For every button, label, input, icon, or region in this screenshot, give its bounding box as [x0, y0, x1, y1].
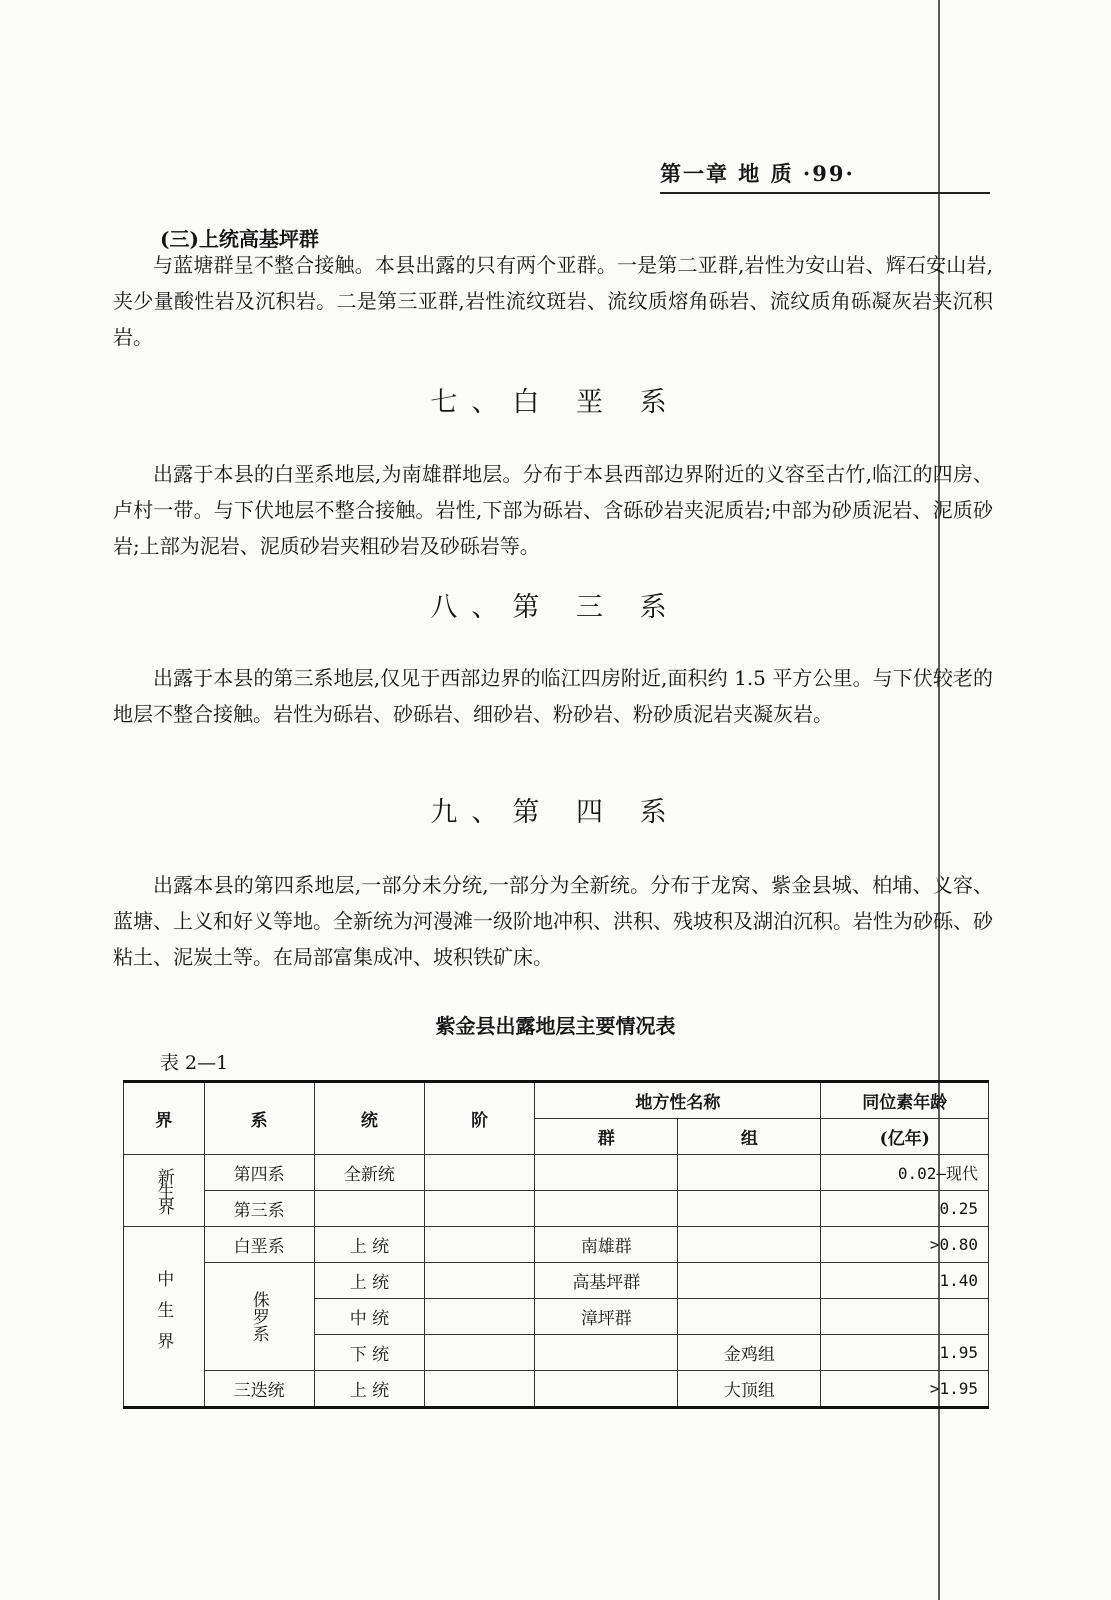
cell-tong: 上 统	[314, 1263, 424, 1299]
cell-zu	[678, 1299, 821, 1335]
table-title: 紫金县出露地层主要情况表	[435, 1014, 676, 1038]
cell-xi: 第四系	[204, 1155, 314, 1191]
cell-age: 1.95	[821, 1335, 989, 1371]
header-age-unit: (亿年)	[821, 1119, 989, 1155]
section-title-cretaceous: 七、白 垩 系	[430, 387, 681, 418]
cell-xi-jurassic: 侏罗系	[204, 1263, 314, 1371]
cell-stage	[425, 1371, 535, 1408]
era-cenozoic: 新生界	[124, 1155, 205, 1227]
header-tong: 统	[314, 1082, 424, 1155]
cell-zu	[678, 1191, 821, 1227]
cell-tong	[314, 1191, 424, 1227]
cell-age: 0.02—现代	[821, 1155, 989, 1191]
cell-stage	[425, 1299, 535, 1335]
cell-stage	[425, 1263, 535, 1299]
header-qun: 群	[535, 1119, 678, 1155]
cell-stage	[425, 1191, 535, 1227]
cell-qun: 漳坪群	[535, 1299, 678, 1335]
cell-zu	[678, 1155, 821, 1191]
cell-age: >0.80	[821, 1227, 989, 1263]
cell-qun	[535, 1335, 678, 1371]
table-row	[124, 1191, 989, 1227]
header-stage: 阶	[425, 1082, 535, 1155]
paragraph-quaternary: 出露本县的第四系地层,一部分未分统,一部分为全新统。分布于龙窝、紫金县城、柏埔、义容、蓝塘、上义和好义等地。全新统为河漫滩一级阶地冲积、洪积、残坡积及湖泊沉积。岩性为砂砾、砂粘土、泥炭土等。在局部富集成冲、坡积铁矿床。	[113, 873, 993, 969]
section-title-quaternary: 九、第 四 系	[430, 797, 681, 828]
cell-tong: 全新统	[314, 1155, 424, 1191]
cell-qun	[535, 1155, 678, 1191]
cell-qun	[535, 1371, 678, 1408]
cell-qun: 高基坪群	[535, 1263, 678, 1299]
cell-tong: 下 统	[314, 1335, 424, 1371]
paragraph-cretaceous: 出露于本县的白垩系地层,为南雄群地层。分布于本县西部边界附近的义容至古竹,临江的四房、卢村一带。与下伏地层不整合接触。岩性,下部为砾岩、含砾砂岩夹泥质岩;中部为砂质泥岩、泥质砂岩;上部为泥岩、泥质砂岩夹粗砂岩及砂砾岩等。	[113, 462, 993, 558]
cell-zu	[678, 1263, 821, 1299]
table-row	[124, 1371, 989, 1408]
cell-zu: 金鸡组	[678, 1335, 821, 1371]
cell-zu	[678, 1227, 821, 1263]
cell-tong: 上 统	[314, 1227, 424, 1263]
era-mesozoic: 中生界	[124, 1227, 205, 1408]
cell-xi: 三迭统	[204, 1371, 314, 1408]
cell-tong: 上 统	[314, 1371, 424, 1408]
cell-tong: 中 统	[314, 1299, 424, 1335]
cell-stage	[425, 1155, 535, 1191]
cell-age: >1.95	[821, 1371, 989, 1408]
subheading: (三)上统高基坪群	[160, 227, 319, 251]
header-age: 同位素年龄	[821, 1082, 989, 1119]
header-local-name: 地方性名称	[535, 1082, 821, 1119]
header-xi: 系	[204, 1082, 314, 1155]
cell-age: 1.40	[821, 1263, 989, 1299]
table-row	[124, 1155, 989, 1191]
cell-zu: 大顶组	[678, 1371, 821, 1408]
table-row	[124, 1263, 989, 1299]
header-rule	[660, 192, 990, 194]
cell-xi: 第三系	[204, 1191, 314, 1227]
cell-stage	[425, 1335, 535, 1371]
cell-age	[821, 1299, 989, 1335]
cell-qun	[535, 1191, 678, 1227]
cell-stage	[425, 1227, 535, 1263]
cell-qun: 南雄群	[535, 1227, 678, 1263]
running-header: 第一章 地 质 ·99·	[660, 161, 855, 186]
paragraph-tertiary: 出露于本县的第三系地层,仅见于西部边界的临江四房附近,面积约 1.5 平方公里。与下伏较老的地层不整合接触。岩性为砾岩、砂砾岩、细砂岩、粉砂岩、粉砂质泥岩夹凝灰岩。	[113, 666, 993, 726]
table-row	[124, 1227, 989, 1263]
table-number: 表 2—1	[160, 1052, 229, 1074]
paragraph-gaojiping: 与蓝塘群呈不整合接触。本县出露的只有两个亚群。一是第二亚群,岩性为安山岩、辉石安山岩,夹少量酸性岩及沉积岩。二是第三亚群,岩性流纹斑岩、流纹质熔角砾岩、流纹质角砾凝灰岩夹沉积岩。	[113, 253, 993, 349]
section-title-tertiary: 八、第 三 系	[430, 592, 681, 623]
strata-table	[123, 1080, 989, 1409]
header-zu: 组	[678, 1119, 821, 1155]
cell-age: 0.25	[821, 1191, 989, 1227]
cell-xi: 白垩系	[204, 1227, 314, 1263]
header-jie: 界	[124, 1082, 205, 1155]
